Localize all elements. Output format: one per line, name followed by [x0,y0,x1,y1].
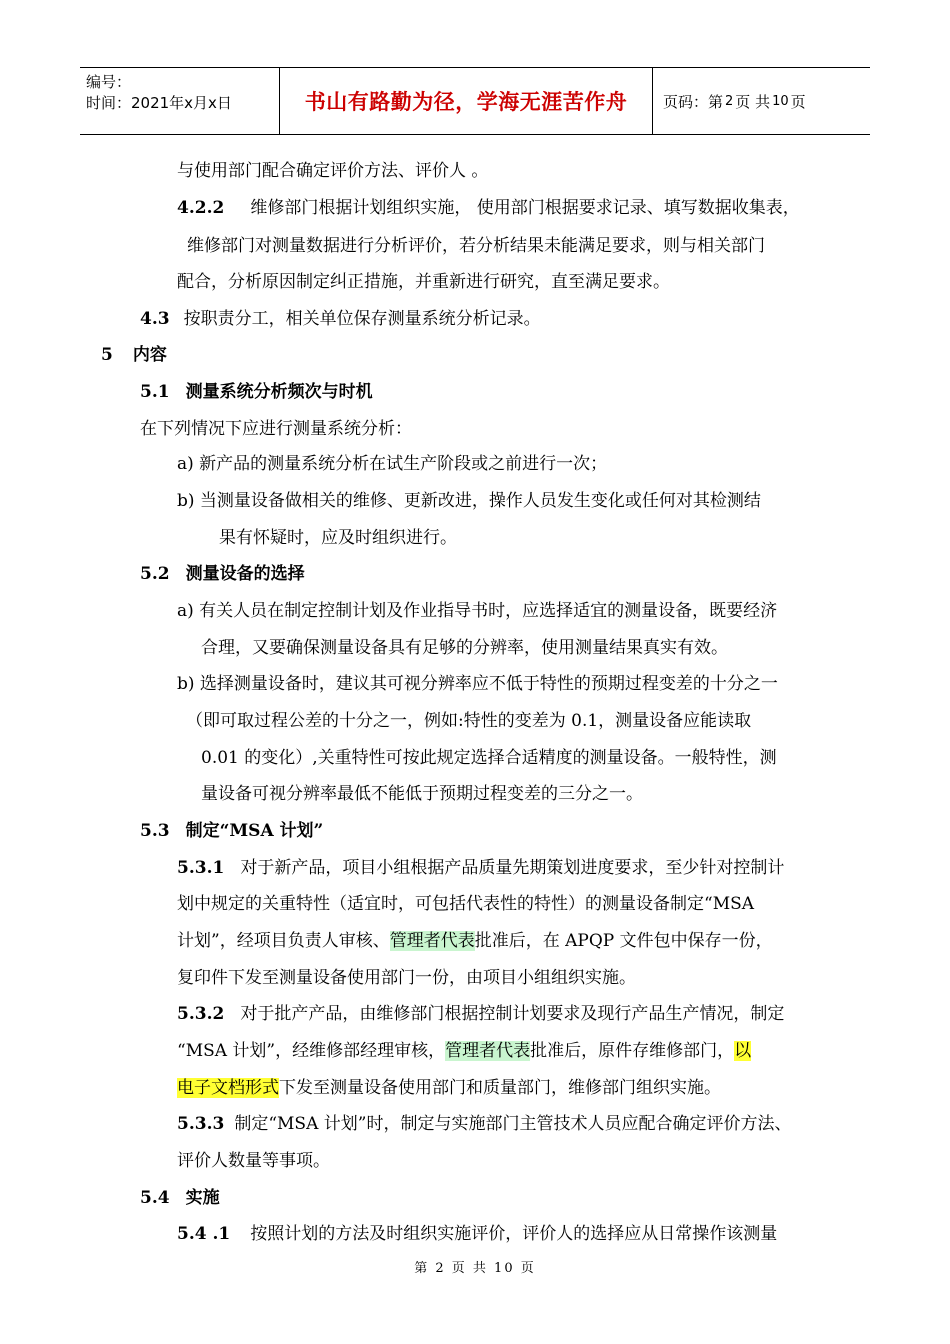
clause-number: 4.2.2 [177,198,225,218]
section-5-4-heading [140,1186,220,1210]
section-title: 实施 [185,1188,220,1208]
section-5-1-heading [140,380,373,404]
section-5-heading [101,343,167,367]
list-item: a) 新产品的测量系统分析在试生产阶段或之前进行一次； [177,454,608,474]
section-5-3-heading [140,819,323,843]
text-line: 评价人数量等事项。 [177,1151,330,1171]
page-footer: 第 2 页 共 10 页 [414,1261,536,1276]
doc-code-label: 编号： [86,73,132,91]
clause-text: 维修部门根据计划组织实施， 使用部门根据要求记录、填写数据收集表， [250,198,800,218]
page-total: 10 [772,93,789,109]
clause-number: 4.3 [140,309,170,329]
text-line: 配合，分析原因制定纠正措施，并重新进行研究，直至满足要求。 [177,272,670,292]
list-item: b) 选择测量设备时，建议其可视分辨率应不低于特性的预期过程变差的十分之一 [177,674,778,694]
clause-text: 按照计划的方法及时组织实施评价，评价人的选择应从日常操作该测量 [250,1224,778,1244]
clause-text: 制定“MSA 计划”时，制定与实施部门主管技术人员应配合确定评价方法、 [234,1114,792,1134]
text-line: 复印件下发至测量设备使用部门一份，由项目小组组织实施。 [177,968,636,988]
list-item: a) 有关人员在制定控制计划及作业指导书时，应选择适宜的测量设备，既要经济 [177,601,778,621]
text-fragment: 批准后，在 APQP 文件包中保存一份， [474,931,773,951]
page-prefix: 页码：第 [663,92,724,111]
text-line: 划中规定的关重特性（适宜时，可包括代表性的特性）的测量设备制定“MSA [177,894,755,914]
clause-5-4-1 [177,1222,777,1246]
text-fragment: 下发至测量设备使用部门和质量部门，维修部门组织实施。 [279,1078,721,1098]
section-title: 测量设备的选择 [185,564,305,584]
highlighted-text: 以 [734,1041,752,1061]
doc-date-label: 时间：2021年x月x日 [86,94,232,112]
text-line: 在下列情况下应进行测量系统分析： [140,419,412,439]
section-number: 5.1 [140,382,170,402]
clause-text: 对于批产产品，由维修部门根据控制计划要求及现行产品生产情况，制定 [240,1004,785,1024]
text-line: 维修部门对测量数据进行分析评价，若分析结果未能满足要求，则与相关部门 [187,236,765,256]
text-fragment: 计划”，经项目负责人审核、 [177,931,390,951]
section-number: 5 [101,345,113,365]
text-line: 量设备可视分辨率最低不能低于预期过程变差的三分之一。 [201,784,643,804]
highlighted-text: 管理者代表 [389,931,475,951]
section-number: 5.2 [140,564,170,584]
section-title: 测量系统分析频次与时机 [185,382,373,402]
text-line: （即可取过程公差的十分之一，例如:特性的变差为 0.1，测量设备应能读取 [186,711,752,731]
page-current: 2 [725,93,734,109]
highlighted-text: 管理者代表 [445,1041,531,1061]
clause-4-2-2 [177,196,800,220]
text-line [177,1039,751,1063]
text-line [177,1076,721,1100]
text-line: 合理，又要确保测量设备具有足够的分辨率，使用测量结果真实有效。 [201,638,728,658]
text-line [177,929,773,953]
text-fragment: “MSA 计划”，经维修部经理审核， [177,1041,446,1061]
clause-text: 按职责分工，相关单位保存测量系统分析记录。 [183,309,541,329]
page-suffix: 页 [790,92,806,111]
clause-5-3-3 [177,1112,791,1136]
page-mid: 页 共 [735,92,771,111]
section-number: 5.3 [140,821,170,841]
text-line: 0.01 的变化）,关重特性可按此规定选择合适精度的测量设备。一般特性，测 [201,748,777,768]
highlighted-text: 电子文档形式 [177,1078,279,1098]
clause-number: 5.4 .1 [177,1224,231,1244]
clause-number: 5.3.3 [177,1114,225,1134]
text-line: 与使用部门配合确定评价方法、评价人 。 [177,161,489,181]
section-number: 5.4 [140,1188,170,1208]
header-page-cell [653,68,870,134]
header-info-cell [80,68,280,134]
clause-number: 5.3.2 [177,1004,225,1024]
text-fragment: 批准后，原件存维修部门， [530,1041,735,1061]
clause-text: 对于新产品，项目小组根据产品质量先期策划进度要求，至少针对控制计 [240,858,785,878]
page-header [80,67,870,135]
clause-4-3 [140,307,541,331]
clause-5-3-2 [177,1002,784,1026]
list-item: b) 当测量设备做相关的维修、更新改进，操作人员发生变化或任何对其检测结 [177,491,761,511]
section-5-2-heading [140,562,305,586]
header-motto-cell [280,68,653,134]
clause-5-3-1 [177,856,784,880]
section-title: 制定“MSA 计划” [185,821,324,841]
section-title: 内容 [132,345,167,365]
text-line: 果有怀疑时，应及时组织进行。 [219,528,457,548]
clause-number: 5.3.1 [177,858,225,878]
header-motto: 书山有路勤为径，学海无涯苦作舟 [304,90,628,114]
